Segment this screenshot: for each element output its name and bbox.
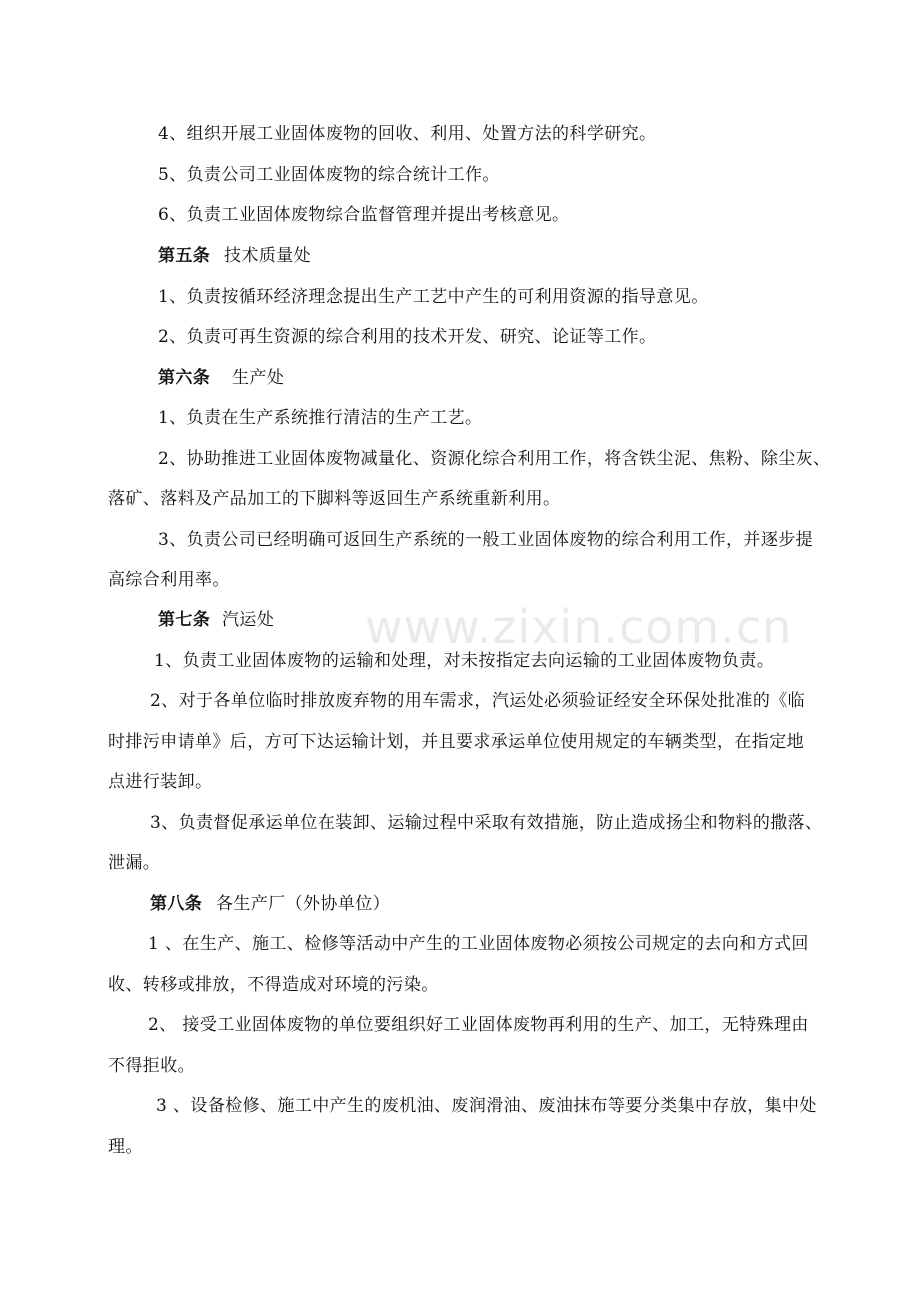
paragraph-line: 1、负责工业固体废物的运输和处理，对未按指定去向运输的工业固体废物负责。 bbox=[154, 651, 775, 671]
article-heading bbox=[158, 609, 274, 631]
paragraph-line: 不得拒收。 bbox=[108, 1056, 195, 1076]
article-title: 各生产厂（外协单位） bbox=[216, 894, 391, 914]
article-number: 第五条 bbox=[158, 246, 211, 266]
paragraph-line: 收、转移或排放，不得造成对环境的污染。 bbox=[108, 975, 439, 995]
article-title: 技术质量处 bbox=[224, 246, 312, 266]
paragraph-line: 1、负责按循环经济理念提出生产工艺中产生的可利用资源的指导意见。 bbox=[158, 287, 709, 307]
paragraph-line: 6、负责工业固体废物综合监督管理并提出考核意见。 bbox=[158, 205, 570, 225]
article-number: 第八条 bbox=[150, 894, 203, 914]
paragraph-line: 高综合利用率。 bbox=[108, 570, 230, 590]
paragraph-line: 3 、设备检修、施工中产生的废机油、废润滑油、废油抹布等要分类集中存放，集中处 bbox=[156, 1096, 817, 1116]
paragraph-line: 4、组织开展工业固体废物的回收、利用、处置方法的科学研究。 bbox=[158, 124, 657, 144]
paragraph-line: 5、负责公司工业固体废物的综合统计工作。 bbox=[158, 165, 500, 185]
paragraph-line: 点进行装卸。 bbox=[108, 772, 213, 792]
article-number: 第六条 bbox=[158, 368, 211, 388]
paragraph-line: 1、负责在生产系统推行清洁的生产工艺。 bbox=[158, 408, 483, 428]
paragraph-line: 2、负责可再生资源的综合利用的技术开发、研究、论证等工作。 bbox=[158, 327, 657, 347]
paragraph-line: 理。 bbox=[108, 1137, 143, 1157]
paragraph-line: 落矿、落料及产品加工的下脚料等返回生产系统重新利用。 bbox=[108, 489, 561, 509]
article-heading bbox=[158, 367, 284, 389]
article-number: 第七条 bbox=[158, 610, 211, 630]
article-heading bbox=[150, 893, 390, 915]
paragraph-line: 3、负责公司已经明确可返回生产系统的一般工业固体废物的综合利用工作，并逐步提 bbox=[158, 530, 814, 550]
paragraph-line: 时排污申请单》后，方可下达运输计划，并且要求承运单位使用规定的车辆类型，在指定地 bbox=[108, 732, 804, 752]
paragraph-line: 2、对于各单位临时排放废弃物的用车需求，汽运处必须验证经安全环保处批准的《临 bbox=[150, 691, 806, 711]
paragraph-line: 泄漏。 bbox=[108, 853, 161, 873]
article-title: 汽运处 bbox=[222, 610, 275, 630]
article-title: 生产处 bbox=[232, 368, 285, 388]
paragraph-line: 2、协助推进工业固体废物减量化、资源化综合利用工作，将含铁尘泥、焦粉、除尘灰、 bbox=[158, 449, 831, 469]
article-heading bbox=[158, 245, 311, 267]
paragraph-line: 2、 接受工业固体废物的单位要组织好工业固体废物再利用的生产、加工，无特殊理由 bbox=[148, 1015, 809, 1035]
paragraph-line: 3、负责督促承运单位在装卸、运输过程中采取有效措施，防止造成扬尘和物料的撒落、 bbox=[150, 813, 823, 833]
watermark: www.zixin.com.cn bbox=[365, 600, 793, 654]
paragraph-line: 1 、在生产、施工、检修等活动中产生的工业固体废物必须按公司规定的去向和方式回 bbox=[148, 934, 809, 954]
